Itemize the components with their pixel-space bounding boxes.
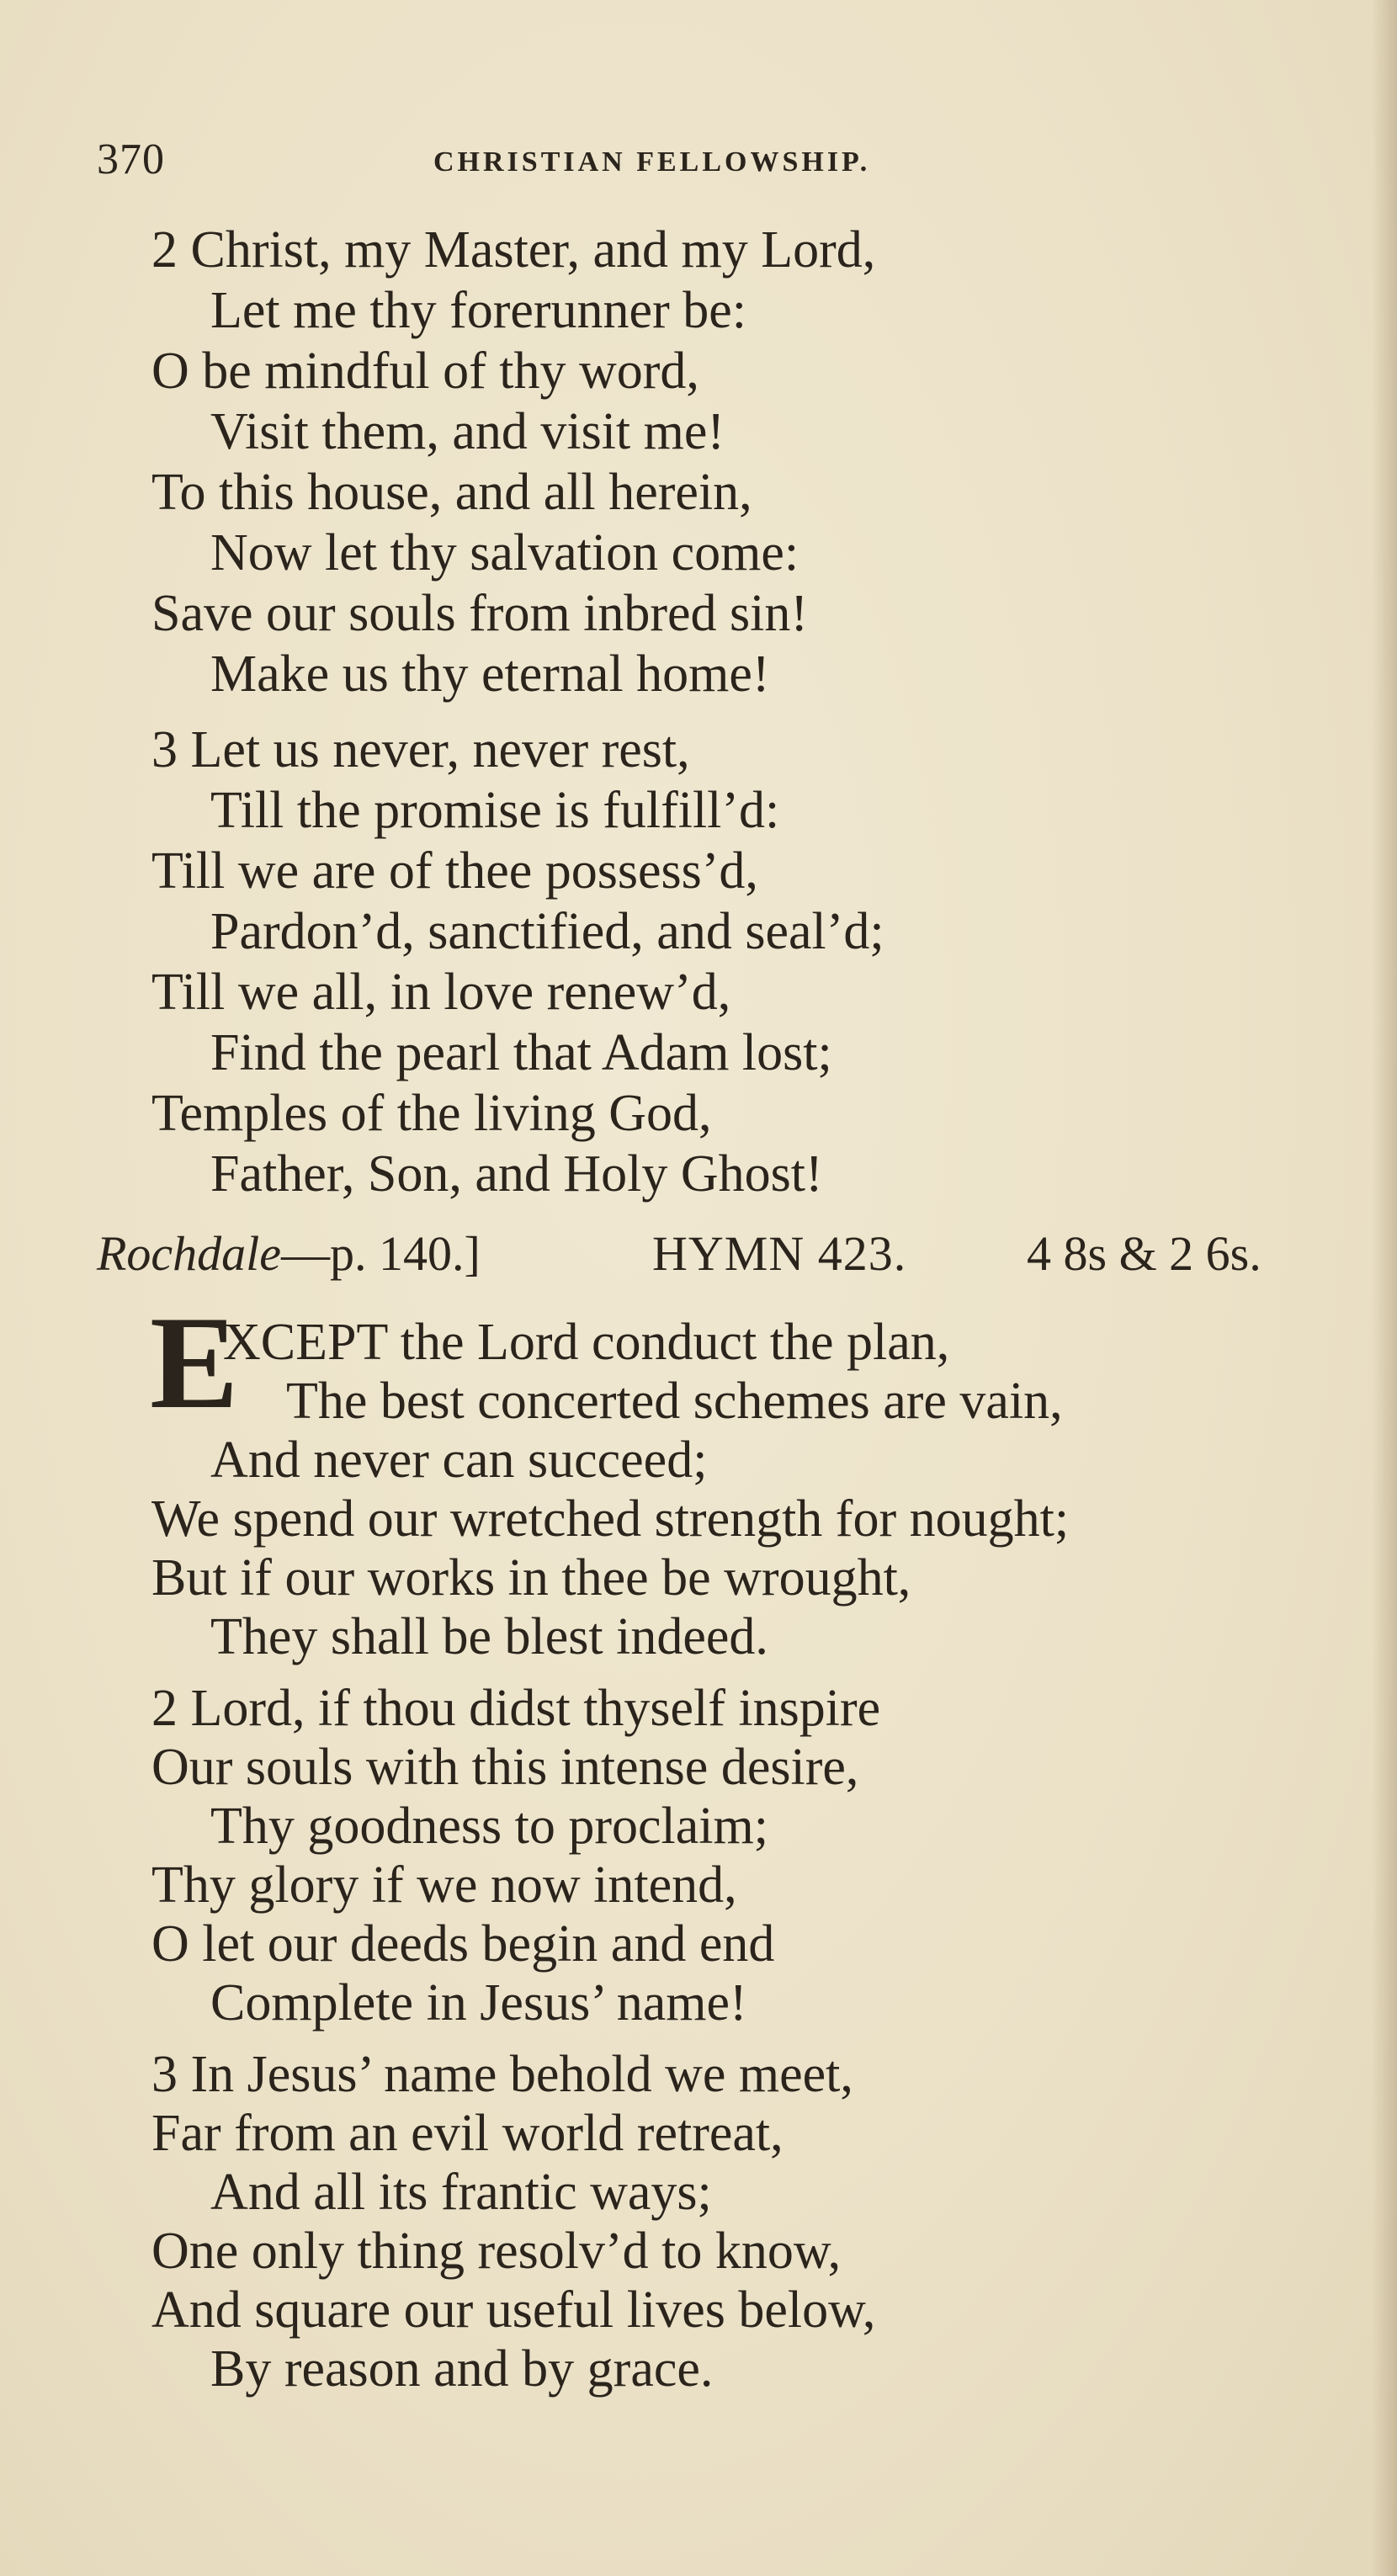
verse-line: And square our useful lives below, bbox=[151, 2281, 876, 2339]
verse-line: O let our deeds begin and end bbox=[151, 1915, 775, 1973]
verse-line: The best concerted schemes are vain, bbox=[286, 1373, 1063, 1430]
verse-line: Let me thy forerunner be: bbox=[210, 282, 746, 339]
verse-line: Thy glory if we now intend, bbox=[151, 1856, 737, 1914]
hymn-heading bbox=[97, 1220, 1309, 1288]
verse-line: Father, Son, and Holy Ghost! bbox=[210, 1145, 823, 1203]
verse-line: Make us thy eternal home! bbox=[210, 645, 770, 703]
verse-line: Far from an evil world retreat, bbox=[151, 2105, 783, 2162]
verse-line: Till the promise is fulfill’d: bbox=[210, 782, 780, 839]
verse-line: We spend our wretched strength for nought; bbox=[151, 1490, 1070, 1548]
hymn-meter: 4 8s & 2 6s. bbox=[1027, 1226, 1262, 1281]
verse-line: Complete in Jesus’ name! bbox=[210, 1974, 747, 2032]
verse-line: Visit them, and visit me! bbox=[210, 403, 725, 460]
verse-line: They shall be blest indeed. bbox=[210, 1608, 768, 1665]
verse-line: Pardon’d, sanctified, and seal’d; bbox=[210, 903, 884, 960]
verse-line: But if our works in thee be wrought, bbox=[151, 1549, 911, 1607]
verse-line: 3 Let us never, never rest, bbox=[151, 721, 690, 778]
verse-line: 3 In Jesus’ name behold we meet, bbox=[151, 2046, 853, 2103]
verse-line: One only thing resolv’d to know, bbox=[151, 2223, 842, 2280]
hymn-number: HYMN 423. bbox=[652, 1226, 907, 1281]
verse-line: Now let thy salvation come: bbox=[210, 524, 799, 582]
verse-line: Thy goodness to proclaim; bbox=[210, 1798, 768, 1855]
verse-line: And never can succeed; bbox=[210, 1431, 708, 1489]
verse-line: And all its frantic ways; bbox=[210, 2164, 712, 2221]
tune-reference: —p. 140.] bbox=[281, 1226, 481, 1281]
verse-line: Till we all, in love renew’d, bbox=[151, 964, 731, 1021]
running-head: CHRISTIAN FELLOWSHIP. bbox=[433, 146, 871, 178]
verse-line: Till we are of thee possess’d, bbox=[151, 842, 758, 900]
page-header bbox=[0, 135, 1397, 194]
verse-line: O be mindful of thy word, bbox=[151, 343, 699, 400]
verse-line: 2 Lord, if thou didst thyself inspire bbox=[151, 1680, 881, 1737]
verse-line: Find the pearl that Adam lost; bbox=[210, 1024, 832, 1081]
verse-line: XCEPT the Lord conduct the plan, bbox=[223, 1314, 950, 1371]
verse-line: 2 Christ, my Master, and my Lord, bbox=[151, 221, 876, 279]
tune-name: Rochdale bbox=[97, 1226, 282, 1281]
verse-line: To this house, and all herein, bbox=[151, 464, 752, 521]
verse-line: Our souls with this intense desire, bbox=[151, 1739, 859, 1796]
verse-line: By reason and by grace. bbox=[210, 2340, 714, 2398]
page-number: 370 bbox=[97, 135, 165, 183]
verse-line: Temples of the living God, bbox=[151, 1085, 712, 1142]
verse-line: Save our souls from inbred sin! bbox=[151, 585, 809, 642]
drop-cap: E bbox=[150, 1289, 239, 1437]
page-edge-shadow bbox=[1372, 0, 1397, 2576]
